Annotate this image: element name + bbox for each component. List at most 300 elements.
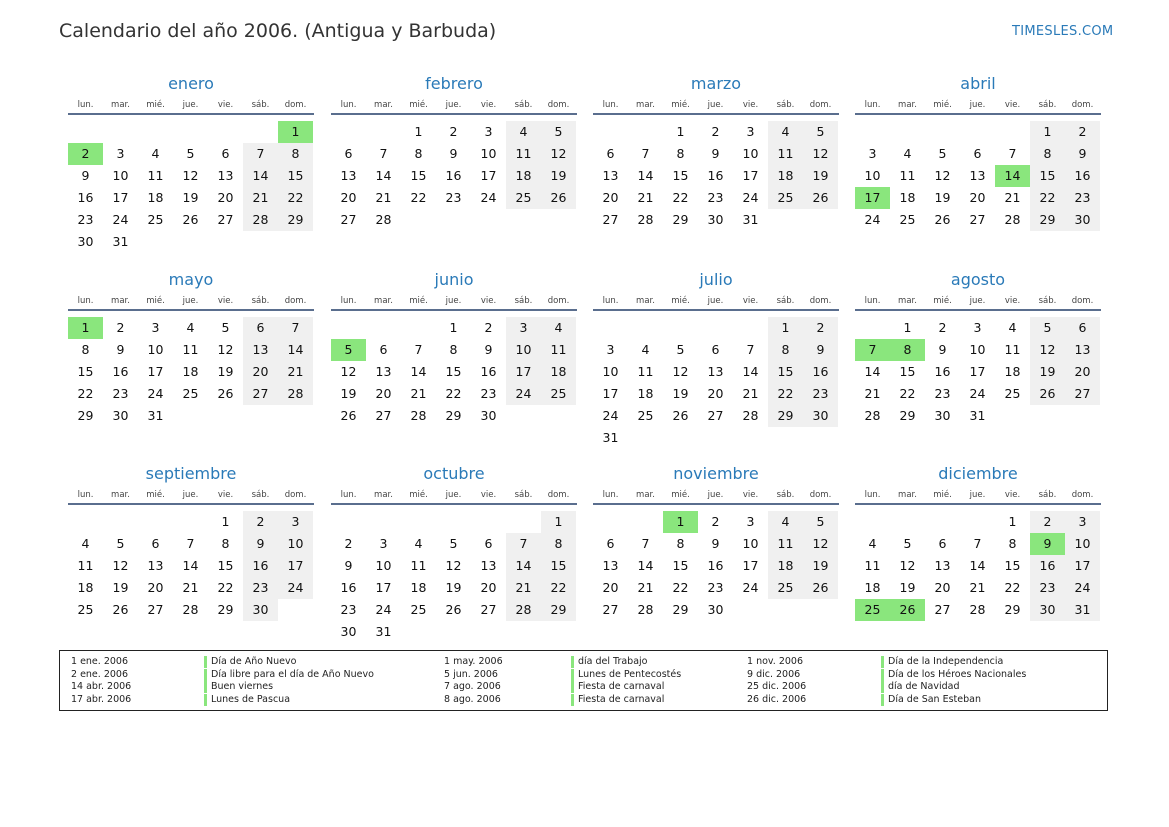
day-cell: 19 xyxy=(445,580,462,595)
day-cell: 24 xyxy=(375,602,392,617)
day-cell: 8 xyxy=(676,536,685,551)
day-cell: 6 xyxy=(379,342,388,357)
day-cell: 22 xyxy=(768,383,803,405)
day-cell: 22 xyxy=(410,190,427,205)
day-cell: 2 xyxy=(1065,121,1100,143)
weekday-header xyxy=(855,295,1101,311)
day-cell: 22 xyxy=(278,187,313,209)
day-cell: 25 xyxy=(506,187,541,209)
day-cell: 11 xyxy=(1004,342,1021,357)
weekday-label: lun. xyxy=(340,100,357,110)
day-cell: 17 xyxy=(969,364,986,379)
legend-holiday-name: Lunes de Pascua xyxy=(204,694,290,706)
day-cell: 6 xyxy=(606,146,615,161)
day-cell: 12 xyxy=(803,143,838,165)
day-cell: 14 xyxy=(506,555,541,577)
day-cell: 2 xyxy=(803,317,838,339)
day-cell: 28 xyxy=(182,602,199,617)
day-cell: 8 xyxy=(676,146,685,161)
day-cell: 7 xyxy=(243,143,278,165)
day-cell: 14 xyxy=(278,339,313,361)
legend-holiday-name: Fiesta de carnaval xyxy=(571,681,664,693)
weekday-label: dom. xyxy=(547,100,570,110)
day-cell: 6 xyxy=(344,146,353,161)
month-name: septiembre xyxy=(145,464,237,483)
day-cell: 11 xyxy=(541,339,576,361)
day-cell: 12 xyxy=(803,533,838,555)
day-cell: 15 xyxy=(278,165,313,187)
day-cell: 3 xyxy=(151,320,160,335)
weekday-header xyxy=(855,489,1101,505)
weekday-label: dom. xyxy=(547,490,570,500)
day-cell: 16 xyxy=(934,364,951,379)
weekday-label: mié. xyxy=(671,490,690,500)
day-cell: 8 xyxy=(221,536,230,551)
weekday-label: dom. xyxy=(284,100,307,110)
weekday-label: sáb. xyxy=(776,100,795,110)
day-cell: 21 xyxy=(1004,190,1021,205)
holiday-day-cell: 9 xyxy=(1030,533,1065,555)
month-noviembre xyxy=(593,464,839,643)
weekday-label: vie. xyxy=(1004,296,1021,306)
day-cell: 27 xyxy=(602,212,619,227)
day-cell: 24 xyxy=(506,383,541,405)
day-cell: 12 xyxy=(112,558,129,573)
weekday-label: jue. xyxy=(445,490,462,500)
day-cell: 13 xyxy=(375,364,392,379)
day-cell: 6 xyxy=(938,536,947,551)
day-cell: 2 xyxy=(938,320,947,335)
day-cell: 9 xyxy=(243,533,278,555)
day-cell: 18 xyxy=(541,361,576,383)
day-cell: 15 xyxy=(768,361,803,383)
site-link[interactable]: TIMESLES.COM xyxy=(1012,24,1114,39)
weekday-label: mié. xyxy=(146,100,165,110)
day-cell: 9 xyxy=(449,146,458,161)
day-cell: 22 xyxy=(899,386,916,401)
day-cell: 14 xyxy=(375,168,392,183)
day-cell: 18 xyxy=(768,165,803,187)
day-cell: 25 xyxy=(768,187,803,209)
weekday-label: mié. xyxy=(671,100,690,110)
day-cell: 14 xyxy=(243,165,278,187)
month-name: noviembre xyxy=(673,464,759,483)
day-cell: 27 xyxy=(217,212,234,227)
weekday-label: mar. xyxy=(636,100,655,110)
day-cell: 10 xyxy=(969,342,986,357)
day-cell: 7 xyxy=(379,146,388,161)
day-cell: 14 xyxy=(637,558,654,573)
weekday-label: sáb. xyxy=(251,490,270,500)
day-cell: 17 xyxy=(506,361,541,383)
day-cell: 4 xyxy=(541,317,576,339)
day-cell: 22 xyxy=(445,386,462,401)
holiday-day-cell: 5 xyxy=(331,339,366,361)
weekday-header xyxy=(68,99,314,115)
day-cell: 15 xyxy=(672,558,689,573)
weekday-label: mar. xyxy=(374,100,393,110)
weekday-label: mié. xyxy=(409,490,428,500)
day-cell: 9 xyxy=(344,558,353,573)
weekday-label: dom. xyxy=(284,490,307,500)
day-cell: 9 xyxy=(484,342,493,357)
day-cell: 4 xyxy=(186,320,195,335)
day-cell: 19 xyxy=(803,555,838,577)
day-cell: 26 xyxy=(541,187,576,209)
month-diciembre xyxy=(855,464,1101,643)
day-cell: 2 xyxy=(711,514,720,529)
day-cell: 19 xyxy=(899,580,916,595)
month-name: febrero xyxy=(425,74,483,93)
day-cell: 21 xyxy=(969,580,986,595)
legend-holiday-name: Día de San Esteban xyxy=(881,694,981,706)
day-cell: 1 xyxy=(541,511,576,533)
weekday-label: lun. xyxy=(340,490,357,500)
day-cell: 3 xyxy=(746,514,755,529)
day-cell: 7 xyxy=(278,317,313,339)
day-cell: 21 xyxy=(243,187,278,209)
weekday-header xyxy=(855,99,1101,115)
day-cell: 13 xyxy=(934,558,951,573)
day-cell: 18 xyxy=(1004,364,1021,379)
legend-holiday-name: Día de Año Nuevo xyxy=(204,656,296,668)
day-cell: 1 xyxy=(414,124,423,139)
day-cell: 7 xyxy=(641,146,650,161)
day-cell: 25 xyxy=(410,602,427,617)
day-cell: 24 xyxy=(864,212,881,227)
day-cell: 22 xyxy=(1004,580,1021,595)
day-cell: 8 xyxy=(278,143,313,165)
day-cell: 6 xyxy=(151,536,160,551)
weekday-label: vie. xyxy=(217,296,234,306)
legend-date: 26 dic. 2006 xyxy=(747,694,807,706)
day-cell: 5 xyxy=(803,511,838,533)
day-cell: 13 xyxy=(969,168,986,183)
day-cell: 5 xyxy=(676,342,685,357)
day-cell: 22 xyxy=(672,580,689,595)
day-cell: 1 xyxy=(768,317,803,339)
day-cell: 25 xyxy=(768,577,803,599)
day-cell: 24 xyxy=(742,580,759,595)
day-cell: 3 xyxy=(116,146,125,161)
weekday-label: jue. xyxy=(182,490,199,500)
weekday-label: dom. xyxy=(547,296,570,306)
day-cell: 12 xyxy=(445,558,462,573)
day-cell: 15 xyxy=(217,558,234,573)
holiday-day-cell: 17 xyxy=(855,187,890,209)
day-cell: 4 xyxy=(151,146,160,161)
day-cell: 4 xyxy=(506,121,541,143)
day-cell: 24 xyxy=(147,386,164,401)
day-cell: 30 xyxy=(1065,209,1100,231)
day-cell: 1 xyxy=(449,320,458,335)
day-cell: 28 xyxy=(1004,212,1021,227)
weekday-label: lun. xyxy=(77,296,94,306)
day-cell: 18 xyxy=(410,580,427,595)
day-cell: 26 xyxy=(182,212,199,227)
holiday-day-cell: 1 xyxy=(68,317,103,339)
legend-holiday-name: Buen viernes xyxy=(204,681,273,693)
day-cell: 20 xyxy=(340,190,357,205)
day-cell: 3 xyxy=(746,124,755,139)
day-cell: 2 xyxy=(116,320,125,335)
month-name: junio xyxy=(434,270,474,289)
holiday-legend xyxy=(59,650,1108,711)
day-cell: 31 xyxy=(969,408,986,423)
day-cell: 23 xyxy=(707,580,724,595)
month-enero xyxy=(68,74,314,253)
month-name: octubre xyxy=(423,464,485,483)
day-cell: 5 xyxy=(186,146,195,161)
day-cell: 23 xyxy=(803,383,838,405)
day-cell: 2 xyxy=(344,536,353,551)
legend-date: 5 jun. 2006 xyxy=(444,668,498,680)
day-cell: 13 xyxy=(707,364,724,379)
weekday-header xyxy=(593,99,839,115)
day-cell: 26 xyxy=(217,386,234,401)
day-cell: 29 xyxy=(1004,602,1021,617)
weekday-label: jue. xyxy=(707,296,724,306)
day-cell: 16 xyxy=(243,555,278,577)
weekday-label: dom. xyxy=(809,490,832,500)
weekday-label: mar. xyxy=(374,296,393,306)
day-cell: 20 xyxy=(375,386,392,401)
weekday-label: vie. xyxy=(480,100,497,110)
weekday-label: jue. xyxy=(182,296,199,306)
day-cell: 30 xyxy=(707,212,724,227)
day-cell: 22 xyxy=(77,386,94,401)
day-cell: 28 xyxy=(375,212,392,227)
day-cell: 25 xyxy=(899,212,916,227)
day-cell: 15 xyxy=(77,364,94,379)
day-cell: 27 xyxy=(602,602,619,617)
day-cell: 21 xyxy=(182,580,199,595)
weekday-label: sáb. xyxy=(1038,296,1057,306)
weekday-label: dom. xyxy=(284,296,307,306)
day-cell: 5 xyxy=(541,121,576,143)
day-cell: 1 xyxy=(221,514,230,529)
day-cell: 7 xyxy=(414,342,423,357)
holiday-day-cell: 1 xyxy=(663,511,698,533)
day-cell: 3 xyxy=(484,124,493,139)
day-cell: 4 xyxy=(903,146,912,161)
day-cell: 28 xyxy=(742,408,759,423)
weekday-label: sáb. xyxy=(776,296,795,306)
weekday-label: lun. xyxy=(77,100,94,110)
day-cell: 23 xyxy=(243,577,278,599)
day-cell: 29 xyxy=(768,405,803,427)
day-cell: 6 xyxy=(973,146,982,161)
weekday-label: sáb. xyxy=(776,490,795,500)
day-cell: 7 xyxy=(641,536,650,551)
day-cell: 31 xyxy=(147,408,164,423)
day-cell: 19 xyxy=(340,386,357,401)
day-cell: 20 xyxy=(1065,361,1100,383)
day-cell: 13 xyxy=(602,168,619,183)
day-cell: 31 xyxy=(742,212,759,227)
weekday-label: mié. xyxy=(671,296,690,306)
day-cell: 15 xyxy=(672,168,689,183)
day-cell: 23 xyxy=(934,386,951,401)
weekday-label: jue. xyxy=(182,100,199,110)
day-cell: 20 xyxy=(147,580,164,595)
day-cell: 18 xyxy=(768,555,803,577)
month-octubre xyxy=(331,464,577,643)
day-cell: 2 xyxy=(243,511,278,533)
weekday-label: jue. xyxy=(707,490,724,500)
day-cell: 26 xyxy=(672,408,689,423)
day-cell: 8 xyxy=(1030,143,1065,165)
day-cell: 8 xyxy=(81,342,90,357)
weekday-header xyxy=(331,489,577,505)
weekday-label: lun. xyxy=(602,490,619,500)
day-cell: 30 xyxy=(480,408,497,423)
weekday-label: vie. xyxy=(1004,490,1021,500)
weekday-label: mar. xyxy=(636,296,655,306)
day-cell: 30 xyxy=(1030,599,1065,621)
day-cell: 10 xyxy=(480,146,497,161)
day-cell: 27 xyxy=(480,602,497,617)
day-cell: 7 xyxy=(506,533,541,555)
day-cell: 29 xyxy=(899,408,916,423)
day-cell: 23 xyxy=(445,190,462,205)
weekday-label: mar. xyxy=(898,296,917,306)
day-cell: 22 xyxy=(672,190,689,205)
day-cell: 18 xyxy=(637,386,654,401)
day-cell: 30 xyxy=(243,599,278,621)
weekday-label: mar. xyxy=(898,100,917,110)
day-cell: 7 xyxy=(746,342,755,357)
weekday-label: jue. xyxy=(969,100,986,110)
day-cell: 4 xyxy=(414,536,423,551)
day-cell: 19 xyxy=(934,190,951,205)
day-cell: 31 xyxy=(1065,599,1100,621)
day-cell: 18 xyxy=(77,580,94,595)
weekday-label: lun. xyxy=(602,296,619,306)
day-cell: 30 xyxy=(112,408,129,423)
day-cell: 19 xyxy=(672,386,689,401)
day-cell: 23 xyxy=(77,212,94,227)
weekday-label: dom. xyxy=(1071,490,1094,500)
day-cell: 4 xyxy=(641,342,650,357)
day-cell: 27 xyxy=(243,383,278,405)
month-junio xyxy=(331,270,577,449)
day-cell: 4 xyxy=(768,511,803,533)
weekday-label: mié. xyxy=(409,296,428,306)
day-cell: 3 xyxy=(973,320,982,335)
day-cell: 9 xyxy=(711,536,720,551)
page-title: Calendario del año 2006. (Antigua y Barbuda) xyxy=(59,20,497,42)
day-cell: 9 xyxy=(711,146,720,161)
day-cell: 10 xyxy=(1065,533,1100,555)
day-cell: 14 xyxy=(410,364,427,379)
month-agosto xyxy=(855,270,1101,449)
weekday-label: mié. xyxy=(146,490,165,500)
day-cell: 17 xyxy=(112,190,129,205)
day-cell: 29 xyxy=(217,602,234,617)
weekday-label: lun. xyxy=(864,100,881,110)
holiday-day-cell: 25 xyxy=(855,599,890,621)
day-cell: 12 xyxy=(672,364,689,379)
day-cell: 18 xyxy=(506,165,541,187)
day-cell: 3 xyxy=(868,146,877,161)
day-cell: 19 xyxy=(182,190,199,205)
day-cell: 5 xyxy=(938,146,947,161)
weekday-label: mar. xyxy=(636,490,655,500)
day-cell: 19 xyxy=(112,580,129,595)
day-cell: 20 xyxy=(480,580,497,595)
day-cell: 26 xyxy=(445,602,462,617)
day-cell: 6 xyxy=(221,146,230,161)
weekday-header xyxy=(68,489,314,505)
day-cell: 31 xyxy=(112,234,129,249)
day-cell: 2 xyxy=(1030,511,1065,533)
month-name: abril xyxy=(960,74,996,93)
day-cell: 17 xyxy=(602,386,619,401)
weekday-header xyxy=(331,99,577,115)
legend-holiday-name: Día de la Independencia xyxy=(881,656,1003,668)
day-cell: 23 xyxy=(480,386,497,401)
weekday-header xyxy=(331,295,577,311)
day-cell: 7 xyxy=(186,536,195,551)
day-cell: 17 xyxy=(742,168,759,183)
day-cell: 17 xyxy=(147,364,164,379)
legend-date: 1 ene. 2006 xyxy=(71,656,128,667)
day-cell: 21 xyxy=(506,577,541,599)
day-cell: 24 xyxy=(602,408,619,423)
day-cell: 8 xyxy=(768,339,803,361)
day-cell: 14 xyxy=(969,558,986,573)
day-cell: 16 xyxy=(707,558,724,573)
day-cell: 4 xyxy=(1008,320,1017,335)
weekday-header xyxy=(593,295,839,311)
weekday-header xyxy=(68,295,314,311)
weekday-label: lun. xyxy=(864,490,881,500)
day-cell: 10 xyxy=(147,342,164,357)
day-cell: 17 xyxy=(742,558,759,573)
day-cell: 16 xyxy=(445,168,462,183)
day-cell: 28 xyxy=(278,383,313,405)
day-cell: 4 xyxy=(81,536,90,551)
weekday-label: dom. xyxy=(809,296,832,306)
day-cell: 5 xyxy=(116,536,125,551)
day-cell: 28 xyxy=(637,212,654,227)
day-cell: 21 xyxy=(864,386,881,401)
day-cell: 27 xyxy=(969,212,986,227)
day-cell: 3 xyxy=(379,536,388,551)
day-cell: 18 xyxy=(182,364,199,379)
legend-date: 1 nov. 2006 xyxy=(747,656,803,667)
day-cell: 5 xyxy=(903,536,912,551)
day-cell: 23 xyxy=(112,386,129,401)
day-cell: 3 xyxy=(606,342,615,357)
day-cell: 4 xyxy=(768,121,803,143)
day-cell: 18 xyxy=(899,190,916,205)
day-cell: 13 xyxy=(147,558,164,573)
day-cell: 26 xyxy=(340,408,357,423)
day-cell: 11 xyxy=(410,558,427,573)
day-cell: 13 xyxy=(480,558,497,573)
day-cell: 9 xyxy=(81,168,90,183)
day-cell: 26 xyxy=(803,577,838,599)
day-cell: 5 xyxy=(449,536,458,551)
day-cell: 12 xyxy=(217,342,234,357)
day-cell: 14 xyxy=(864,364,881,379)
holiday-day-cell: 7 xyxy=(855,339,890,361)
day-cell: 29 xyxy=(445,408,462,423)
day-cell: 29 xyxy=(672,602,689,617)
day-cell: 9 xyxy=(803,339,838,361)
